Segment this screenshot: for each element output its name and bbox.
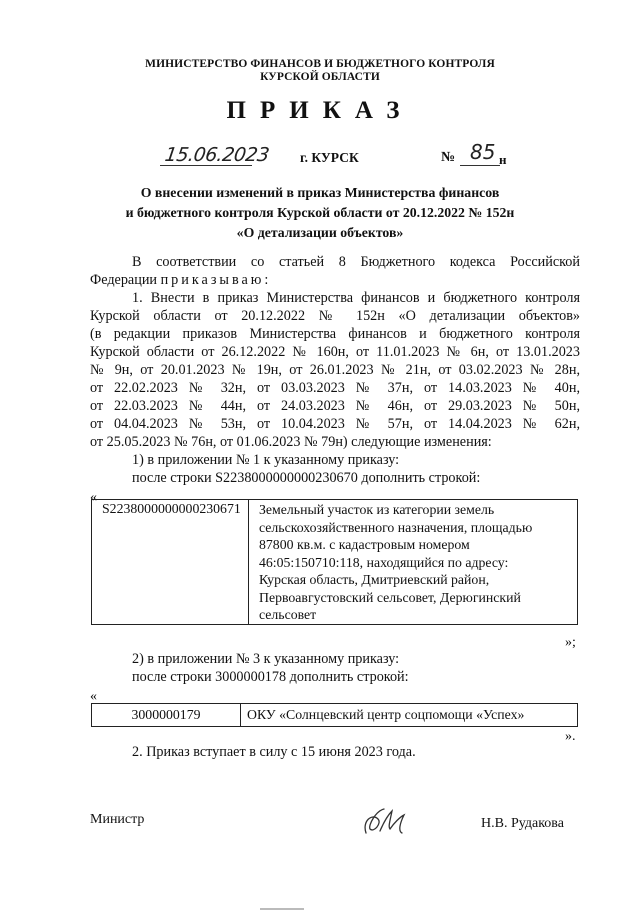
description-line: Курская область, Дмитриевский район, <box>259 572 490 587</box>
signer-name: Н.В. Рудакова <box>481 816 564 831</box>
ministry-header <box>0 58 640 84</box>
paragraph-1-line: Курской области от 26.12.2022 № 160н, от 11.01.2023 № 6н, от 13.01.2023 <box>90 344 580 360</box>
description-line: 87800 кв.м. с кадастровым номером <box>259 537 470 552</box>
description-line: сельскохозяйственного назначения, площадью <box>259 519 533 535</box>
paragraph-1-line: № 9н, от 20.01.2023 № 19н, от 26.01.2023 № 21н, от 03.02.2023 № 28н, <box>90 362 580 378</box>
table-cell-description <box>249 500 578 625</box>
description-line: сельсовет <box>259 607 317 622</box>
number-label: № <box>441 150 456 165</box>
ministry-line-1: МИНИСТЕРСТВО ФИНАНСОВ И БЮДЖЕТНОГО КОНТРОЛЯ <box>145 58 495 70</box>
paragraph-1-line: от 04.04.2023 № 53н, от 10.04.2023 № 57н, от 14.04.2023 № 62н, <box>90 416 580 432</box>
order-number-suffix: н <box>499 152 507 167</box>
paragraph-1-line: от 22.02.2023 № 32н, от 03.03.2023 № 37н, от 14.03.2023 № 40н, <box>90 380 580 396</box>
table-row <box>92 500 578 625</box>
close-quote-1: »; <box>565 635 576 650</box>
number-underline <box>460 165 500 166</box>
close-quote-2: ». <box>565 729 576 744</box>
intro-line-1: В соответствии со статьей 8 Бюджетного кодекса Российской <box>132 254 580 270</box>
paragraph-2: 2. Приказ вступает в силу с 15 июня 2023 года. <box>132 744 416 760</box>
table-cell-code: 3000000179 <box>92 704 241 727</box>
subitem-1-line-2: после строки S2238000000000230670 дополнить строкой: <box>132 470 481 486</box>
subject-line-1: О внесении изменений в приказ Министерства финансов <box>140 185 500 200</box>
paragraph-1-line: от 22.03.2023 № 44н, от 24.03.2023 № 46н, от 29.03.2023 № 50н, <box>90 398 580 414</box>
order-body <box>90 253 580 507</box>
open-quote-2: « <box>90 689 97 704</box>
subitem-2-line-1: 2) в приложении № 3 к указанному приказу: <box>132 651 400 667</box>
paragraph-1-line: от 25.05.2023 № 76н, от 01.06.2023 № 79н) следующие изменения: <box>90 434 492 450</box>
intro-line-2 <box>90 271 580 289</box>
order-city: г. КУРСК <box>300 150 359 165</box>
document-type-title: ПРИКАЗ <box>226 97 414 124</box>
intro-order-word: приказываю: <box>160 272 272 288</box>
description-line: Первоавгустовский сельсовет, Дерюгинский <box>259 589 521 605</box>
subject-line-3: «О детализации объектов» <box>236 225 404 240</box>
open-quote-1: « <box>90 490 97 505</box>
subitem-1-line-1: 1) в приложении № 1 к указанному приказу: <box>132 452 400 468</box>
order-number: 85 <box>470 140 496 164</box>
ministry-line-2: КУРСКОЙ ОБЛАСТИ <box>260 71 380 83</box>
paragraph-1-line: 1. Внести в приказ Министерства финансов и бюджетного контроля <box>132 290 580 306</box>
table-cell-code: S2238000000000230671 <box>92 500 249 625</box>
paragraph-1-line: (в редакции приказов Министерства финансов и бюджетного контроля <box>90 326 580 342</box>
signer-position: Министр <box>90 812 145 827</box>
handwritten-signature-icon <box>360 803 408 839</box>
appendix-3-table <box>91 703 578 727</box>
subitem-2-line-2: после строки 3000000178 дополнить строкой: <box>132 669 409 685</box>
table-row <box>92 704 578 727</box>
date-underline <box>160 165 252 166</box>
subject-line-2: и бюджетного контроля Курской области от 20.12.2022 № 152н <box>125 205 515 220</box>
description-line: 46:05:150710:118, находящийся по адресу: <box>259 554 509 570</box>
order-subject <box>0 183 640 243</box>
subitem-2 <box>90 650 580 706</box>
appendix-1-table <box>91 499 578 625</box>
table-cell-description: ОКУ «Солнцевский центр соцпомощи «Успех» <box>241 704 578 727</box>
order-date: 15.06.2023 <box>163 144 271 166</box>
scan-artifact-line <box>260 908 304 910</box>
intro-federation: Федерации <box>90 272 158 288</box>
description-line: Земельный участок из категории земель <box>259 502 495 517</box>
paragraph-1-line: Курской области от 20.12.2022 № 152н «О детализации объектов» <box>90 308 580 324</box>
